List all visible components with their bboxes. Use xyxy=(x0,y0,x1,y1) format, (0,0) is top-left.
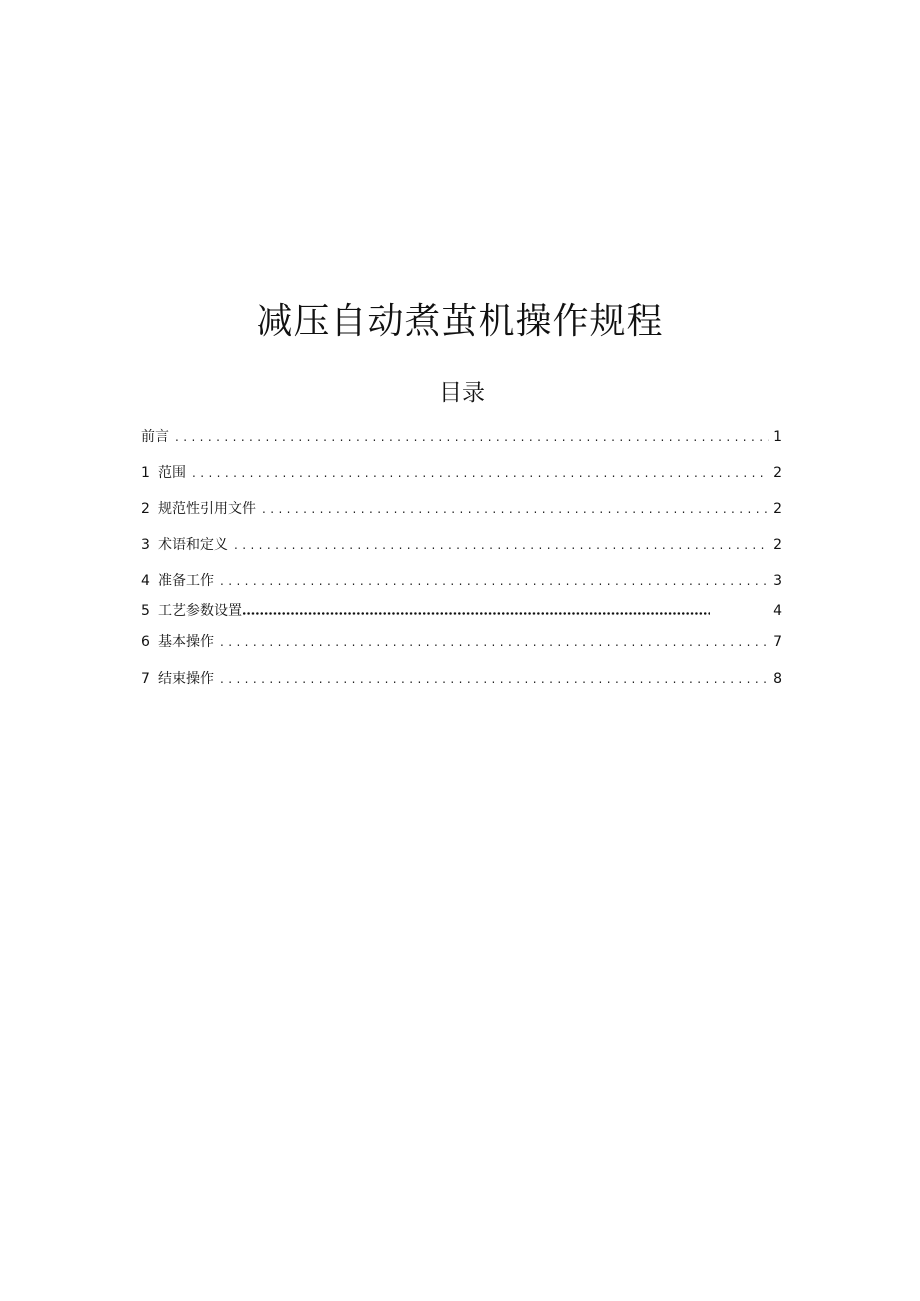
toc-dot-leader xyxy=(234,535,769,555)
toc-entry-label: 范围 xyxy=(158,465,186,481)
toc-heading: 目录 xyxy=(439,380,485,406)
toc-section-number: 3 xyxy=(141,537,150,553)
toc-entry-normative-references[interactable] xyxy=(141,499,782,519)
toc-section-number: 5 xyxy=(141,603,150,619)
toc-dot-leader xyxy=(175,427,769,447)
toc-entry-label: 工艺参数设置 xyxy=(158,603,242,619)
table-of-contents xyxy=(141,0,782,1301)
toc-page-number: 2 xyxy=(773,501,782,517)
document-title: 减压自动煮茧机操作规程 xyxy=(256,301,664,342)
toc-page-number: 8 xyxy=(773,671,782,687)
toc-page-number: 3 xyxy=(773,573,782,589)
toc-entry-preface[interactable] xyxy=(141,427,782,447)
toc-entry-label: 结束操作 xyxy=(158,671,214,687)
toc-page-number: 7 xyxy=(773,634,782,650)
toc-section-number: 7 xyxy=(141,671,150,687)
toc-entry-label: 规范性引用文件 xyxy=(158,501,256,517)
toc-dot-leader xyxy=(262,499,769,519)
toc-section-number: 2 xyxy=(141,501,150,517)
toc-page-number: 1 xyxy=(773,429,782,445)
toc-entry-basic-operation[interactable] xyxy=(141,632,782,652)
toc-dot-leader xyxy=(192,463,769,483)
toc-section-number: 4 xyxy=(141,573,150,589)
toc-entry-label: 基本操作 xyxy=(158,634,214,650)
toc-entry-label: 准备工作 xyxy=(158,573,214,589)
toc-entry-process-parameters[interactable] xyxy=(141,601,782,621)
toc-entry-scope[interactable] xyxy=(141,463,782,483)
toc-dot-leader xyxy=(220,632,769,652)
toc-entry-end-operation[interactable] xyxy=(141,669,782,689)
toc-section-number: 1 xyxy=(141,465,150,481)
toc-dot-leader xyxy=(242,601,710,621)
toc-dot-leader xyxy=(220,669,769,689)
toc-entry-label: 术语和定义 xyxy=(158,537,228,553)
toc-entry-label: 前言 xyxy=(141,429,169,445)
toc-page-number: 2 xyxy=(773,537,782,553)
toc-dot-leader xyxy=(220,571,769,591)
toc-entry-terms-definitions[interactable] xyxy=(141,535,782,555)
toc-section-number: 6 xyxy=(141,634,150,650)
toc-entry-preparation[interactable] xyxy=(141,571,782,591)
toc-page-number: 2 xyxy=(773,465,782,481)
toc-page-number: 4 xyxy=(773,603,782,619)
